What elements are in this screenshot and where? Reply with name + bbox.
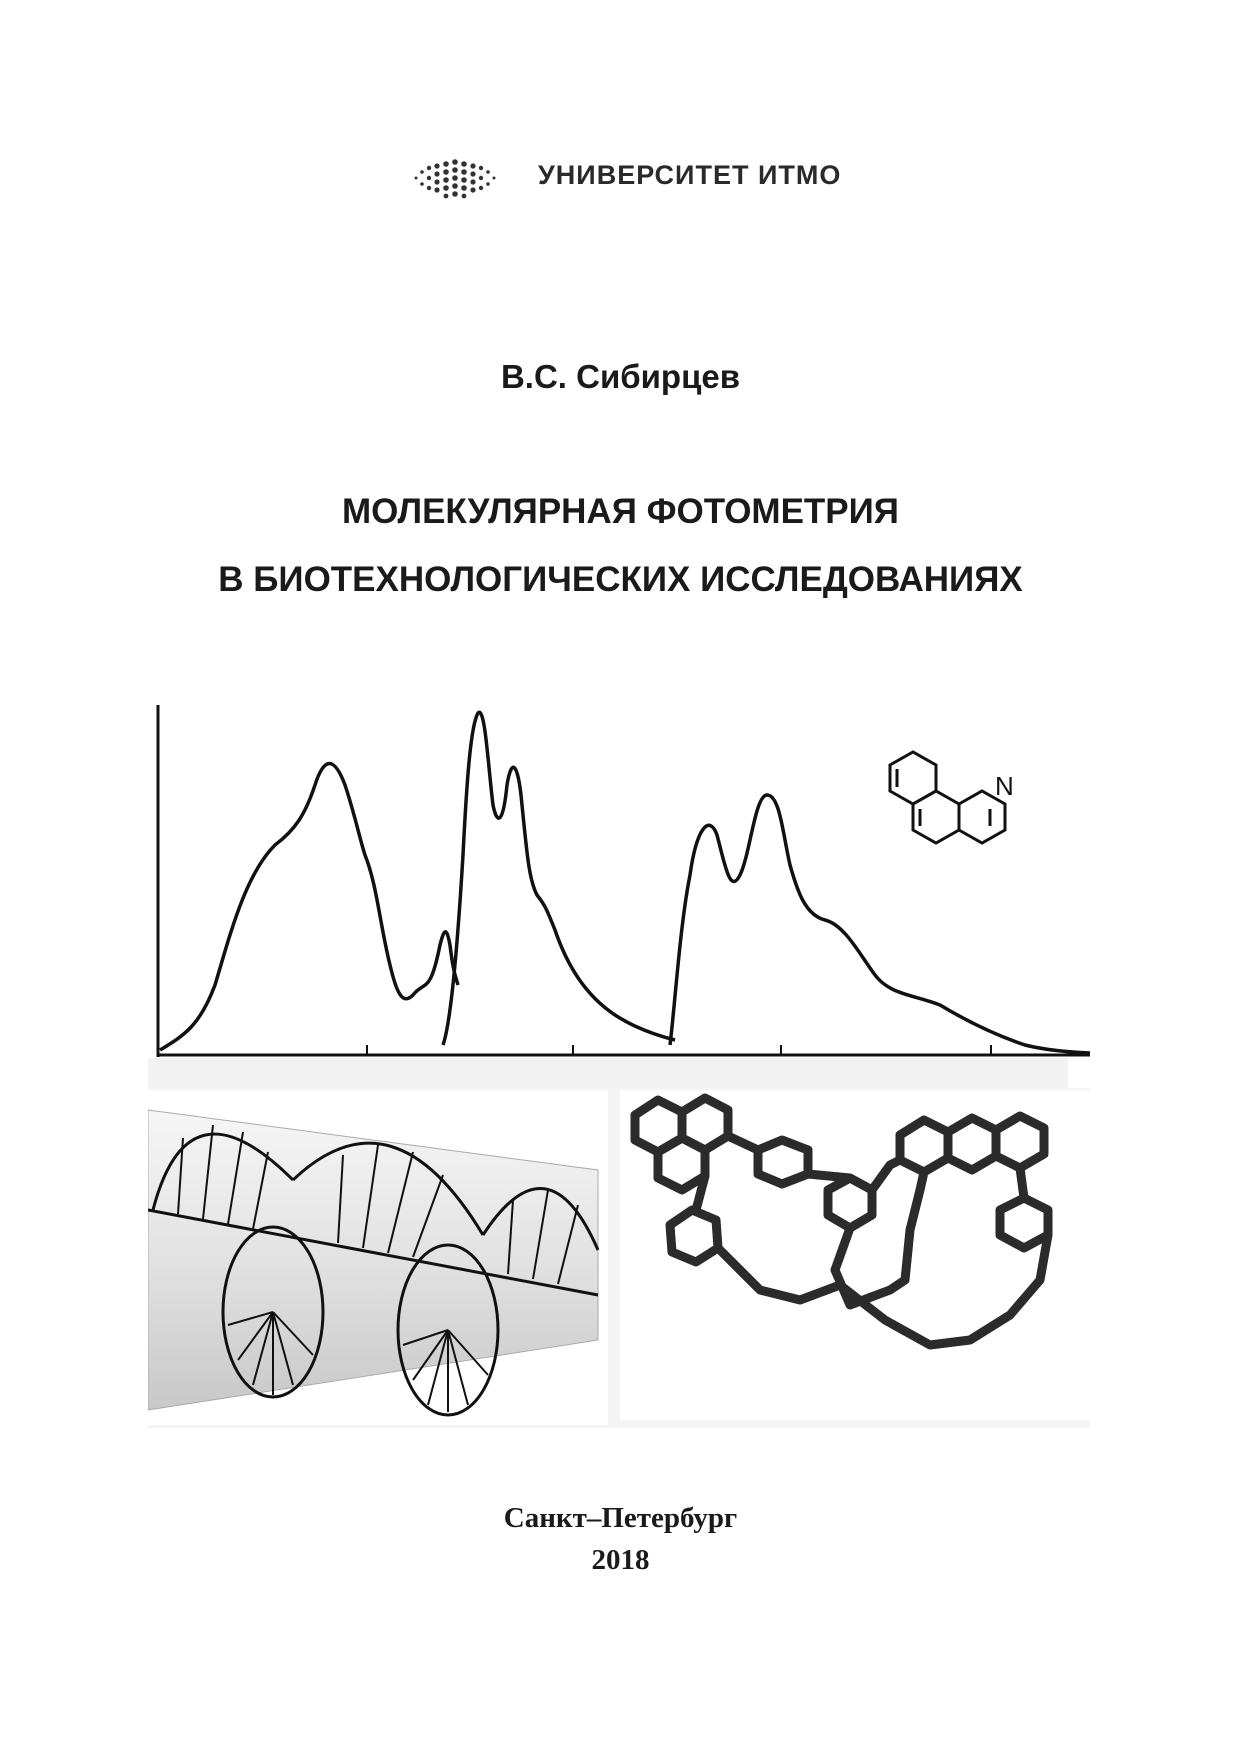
spectrum-curve-3 — [670, 795, 1090, 1053]
publication-year: 2018 — [591, 1544, 650, 1576]
spectrum-curve-2 — [443, 712, 675, 1045]
publisher-name: УНИВЕРСИТЕТ ИТМО — [538, 160, 842, 190]
macrocycle-molecule-illustration — [620, 1090, 1090, 1420]
quinoline-structure — [890, 752, 1005, 843]
book-title-line-1: МОЛЕКУЛЯРНАЯ ФОТОМЕТРИЯ — [342, 492, 899, 531]
author-name: В.С. Сибирцев — [500, 358, 741, 395]
publication-city: Санкт–Петербург — [503, 1502, 738, 1534]
imprint — [0, 1497, 1241, 1581]
image-divider-band — [148, 1058, 1068, 1088]
dotted-itmo-logo-icon — [410, 150, 530, 206]
book-title-line-2: В БИОТЕХНОЛОГИЧЕСКИХ ИССЛЕДОВАНИЯХ — [218, 560, 1023, 599]
publisher-logo — [410, 150, 850, 206]
book-title — [0, 478, 1241, 614]
spectrum-curve-1 — [160, 764, 458, 1050]
spectrum-illustration — [145, 705, 1090, 1085]
polarization-wave-illustration — [148, 1090, 608, 1425]
nitrogen-atom-label: N — [995, 771, 1014, 801]
cylinder-body — [148, 1110, 598, 1410]
